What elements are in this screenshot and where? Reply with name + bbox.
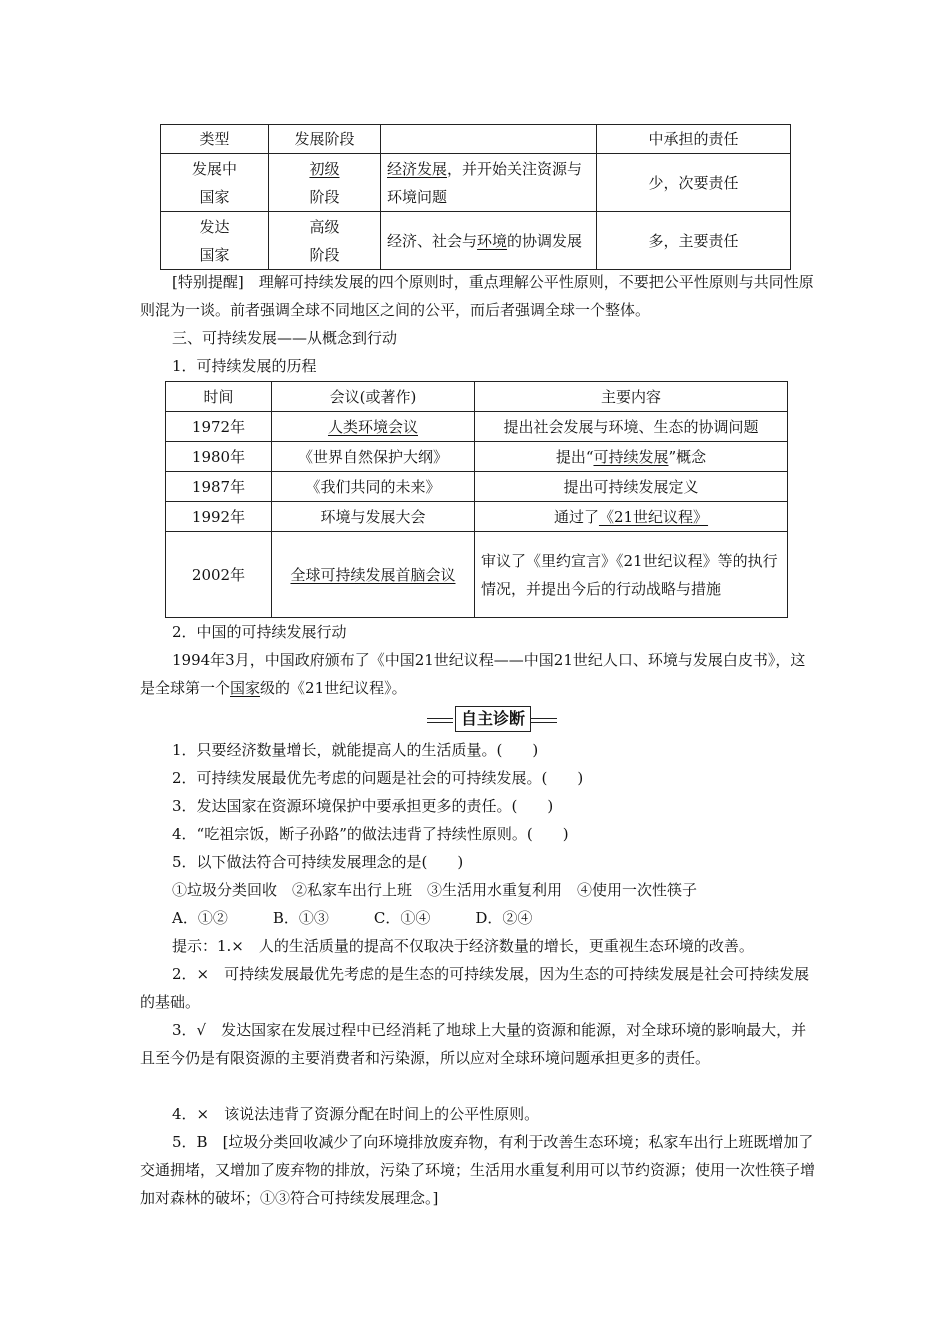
question-2: 2．可持续发展最优先考虑的问题是社会的可持续发展。( ) <box>172 769 584 787</box>
hint-1: 提示：1.× 人的生活质量的提高不仅取决于经济数量的增长，更重视生态环境的改善。 <box>172 937 754 955</box>
table-row <box>166 412 788 442</box>
table-row <box>166 532 788 618</box>
content-cell: 通过了《21世纪议程》 <box>475 502 788 532</box>
special-reminder-note: [特别提醒] 理解可持续发展的四个原则时，重点理解公平性原则，不要把公平性原则与共同性原则混为一谈。前者强调全球不同地区之间的公平，而后者强调全球一个整体。 <box>140 273 814 319</box>
header-cell: 时间 <box>166 382 272 412</box>
header-cell: 发展阶段 <box>269 125 381 154</box>
hint-2: 2．× 可持续发展最优先考虑的是生态的可持续发展，因为生态的可持续发展是社会可持续发展的基础。 <box>140 965 810 1011</box>
header-cell: 类型 <box>161 125 269 154</box>
type-cell: 发达 国家 <box>161 212 269 270</box>
hint-4: 4．× 该说法违背了资源分配在时间上的公平性原则。 <box>172 1105 540 1123</box>
feature-cell: 经济、社会与环境的协调发展 <box>381 212 597 270</box>
banner-left-rule <box>427 718 453 723</box>
table-header-row <box>166 382 788 412</box>
question-1: 1．只要经济数量增长，就能提高人的生活质量。( ) <box>172 741 539 759</box>
header-cell: 会议(或著作) <box>272 382 475 412</box>
meeting-cell: 环境与发展大会 <box>272 502 475 532</box>
table-row <box>166 502 788 532</box>
meeting-cell: 人类环境会议 <box>272 412 475 442</box>
china-paragraph: 1994年3月，中国政府颁布了《中国21世纪议程——中国21世纪人口、环境与发展白皮书》，这是全球第一个国家级的《21世纪议程》。 <box>140 651 806 697</box>
time-cell: 1972年 <box>166 412 272 442</box>
type-cell: 发展中 国家 <box>161 154 269 212</box>
content-cell: 提出“可持续发展”概念 <box>475 442 788 472</box>
time-cell: 1980年 <box>166 442 272 472</box>
table-row <box>161 212 791 270</box>
meeting-cell: 全球可持续发展首脑会议 <box>272 532 475 618</box>
table-row <box>161 154 791 212</box>
hint-5: 5．B [垃圾分类回收减少了向环境排放废弃物，有利于改善生态环境；私家车出行上班既增加了交通拥堵，又增加了废弃物的排放，污染了环境；生活用水重复利用可以节约资源；使用一次性筷子增加对森林的破坏；①③符合可持续发展理念。] <box>140 1133 816 1207</box>
table-row <box>166 442 788 472</box>
stage-cell: 高级 阶段 <box>269 212 381 270</box>
content-cell: 提出社会发展与环境、生态的协调问题 <box>475 412 788 442</box>
time-cell: 1987年 <box>166 472 272 502</box>
meeting-cell: 《我们共同的未来》 <box>272 472 475 502</box>
meeting-cell: 《世界自然保护大纲》 <box>272 442 475 472</box>
content-cell: 审议了《里约宣言》《21世纪议程》等的执行情况，并提出今后的行动战略与措施 <box>475 532 788 618</box>
sub-2-title: 2．中国的可持续发展行动 <box>172 623 347 641</box>
banner-right-rule <box>531 718 557 723</box>
header-cell: 中承担的责任 <box>597 125 791 154</box>
header-cell: 主要内容 <box>475 382 788 412</box>
question-3: 3．发达国家在资源环境保护中要承担更多的责任。( ) <box>172 797 554 815</box>
hint-3: 3．√ 发达国家在发展过程中已经消耗了地球上大量的资源和能源，对全球环境的影响最大，并且至今仍是有限资源的主要消费者和污染源，所以应对全球环境问题承担更多的责任。 <box>140 1021 807 1067</box>
responsibility-cell: 多，主要责任 <box>597 212 791 270</box>
table-header-row <box>161 125 791 154</box>
responsibility-cell: 少，次要责任 <box>597 154 791 212</box>
table-row <box>166 472 788 502</box>
history-table <box>165 381 788 618</box>
time-cell: 1992年 <box>166 502 272 532</box>
banner-title: 自主诊断 <box>455 706 531 732</box>
section-3-title: 三、可持续发展——从概念到行动 <box>172 329 398 347</box>
stage-cell: 初级 阶段 <box>269 154 381 212</box>
question-5-items: ①垃圾分类回收 ②私家车出行上班 ③生活用水重复利用 ④使用一次性筷子 <box>172 881 698 899</box>
question-5: 5．以下做法符合可持续发展理念的是( ) <box>172 853 464 871</box>
question-5-options: A．①② B．①③ C．①④ D．②④ <box>172 909 533 927</box>
self-diagnosis-banner <box>427 706 557 732</box>
content-cell: 提出可持续发展定义 <box>475 472 788 502</box>
sub-1-title: 1．可持续发展的历程 <box>172 357 317 375</box>
time-cell: 2002年 <box>166 532 272 618</box>
question-4: 4．“吃祖宗饭，断子孙路”的做法违背了持续性原则。( ) <box>172 825 569 843</box>
header-cell <box>381 125 597 154</box>
development-responsibility-table <box>160 124 791 270</box>
feature-cell: 经济发展，并开始关注资源与环境问题 <box>381 154 597 212</box>
